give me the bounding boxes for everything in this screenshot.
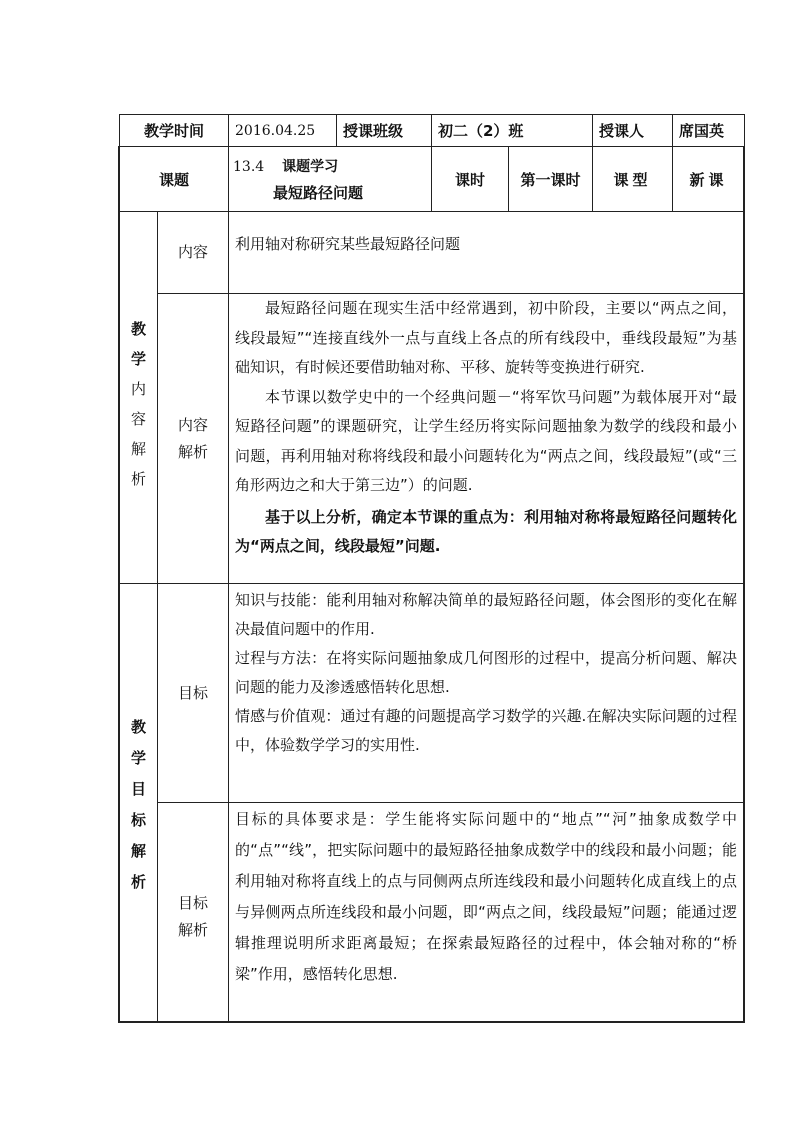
content-text-line: 利用轴对称研究某些最短路径问题 [235,235,461,253]
label-line: 内容 [177,415,208,434]
content-analysis-text [229,294,743,583]
group-char: 析 [130,873,146,891]
period-label: 课时 [454,170,485,189]
content-text [229,212,743,293]
topic-number: 13.4 [233,158,265,175]
goal-analysis-group-label [120,705,157,905]
table-border [744,114,745,147]
topic-line-1 [233,156,431,176]
teacher-label: 授课人 [599,122,645,140]
topic-cell [229,147,431,211]
lesson-type-value: 新课 [689,170,728,189]
teaching-time-value: 2016.04.25 [235,122,316,139]
group-char: 析 [130,470,146,488]
table-border [119,1021,745,1023]
class-label: 授课班级 [343,122,404,140]
label-line: 目标 [177,894,208,912]
analysis-paragraph: 最短路径问题在现实生活中经常遇到，初中阶段，主要以“两点之间，线段最短”“连接直线外一点与直线上各点的所有线段中，垂线段最短”为基础知识，有时候还要借助轴对称、平移、旋转等变换进行研究. [235,299,737,376]
teaching-time-label: 教学时间 [143,122,204,140]
group-char: 教 [130,718,146,736]
class-value: 初二（2）班 [438,122,524,140]
table-border [743,146,745,1023]
analysis-key-point: 基于以上分析，确定本节课的重点为：利用轴对称将最短路径问题转化为“两点之间，线段最短”问题. [235,507,737,555]
lesson-type-label: 课型 [613,170,652,189]
group-char: 学 [130,350,146,368]
group-char: 解 [130,842,146,860]
group-char: 教 [130,320,146,338]
group-char: 目 [130,780,146,798]
goal-analysis-paragraph: 目标的具体要求是：学生能将实际问题中的“地点”“河”抽象成数学中的“点”“线”，把实际问题中的最短路径抽象成数学中的线段和最小问题；能利用轴对称将直线上的点与同侧两点所连线段和最小问题转化成直线上的点与异侧两点所连线段和最小问题，即“两点之间，线段最短”问题；能通过逻辑推理说明所求距离最短；在探索最短路径的过程中，体会轴对称的“桥梁”作用，感悟转化思想. [235,810,737,983]
goal-analysis-label [158,803,228,1021]
group-char: 内 [130,380,146,398]
goal-item: 情感与价值观：通过有趣的问题提高学习数学的兴趣.在解决实际问题的过程中，体验数学学习的实用性. [235,707,737,754]
content-analysis-group-label [120,296,157,512]
content-analysis-label [158,294,228,583]
label-line: 解析 [177,442,208,461]
group-char: 容 [130,410,146,428]
topic-subtitle: 课题学习 [282,158,339,175]
teacher-value: 席国英 [679,122,725,140]
analysis-paragraph: 本节课以数学史中的一个经典问题－“将军饮马问题”为载体展开对“最短路径问题”的课题研究，让学生经历将实际问题抽象为数学的线段和最小问题，再利用轴对称将线段和最小问题转化为“两点之间，线段最短”(或“三角形两边之和大于第三边”）的问题. [235,387,737,494]
goal-label: 目标 [177,683,208,702]
content-label: 内容 [177,243,208,261]
label-line: 解析 [177,921,208,939]
period-value: 第一课时 [520,170,581,189]
group-char: 学 [130,749,146,767]
goal-analysis-text [229,803,743,1021]
topic-title: 最短路径问题 [273,183,364,202]
goal-item: 过程与方法：在将实际问题抽象成几何图形的过程中，提高分析问题、解决问题的能力及渗透感悟转化思想. [235,649,737,696]
topic-label: 课题 [158,170,189,189]
group-char: 解 [130,440,146,458]
goal-item: 知识与技能：能利用轴对称解决简单的最短路径问题，体会图形的变化在解决最值问题中的作用. [235,591,737,638]
group-char: 标 [130,811,146,829]
goal-text [229,584,743,802]
